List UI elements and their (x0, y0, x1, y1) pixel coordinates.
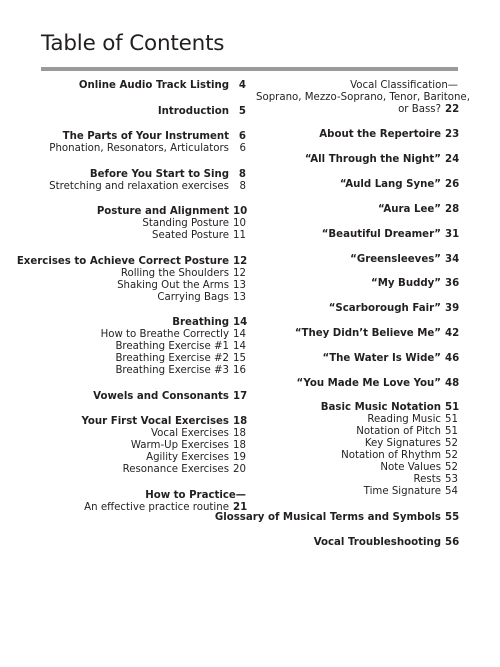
toc-subentry-rests[interactable] (256, 474, 458, 486)
toc-entry-vowels-and-consonants[interactable] (41, 391, 246, 403)
toc-page-number: 18 (233, 416, 248, 427)
toc-page-number: 34 (445, 253, 460, 265)
toc-page-number: 13 (233, 291, 246, 303)
toc-subentry-time-signature[interactable] (256, 486, 458, 498)
toc-subentry-title: Warm-Up Exercises (130, 440, 229, 451)
toc-page-number: 12 (233, 255, 248, 267)
toc-subentry-title: Phonation, Resonators, Articulators (49, 143, 229, 154)
title-rule (41, 67, 458, 71)
toc-subentry-resonance-exercises[interactable] (41, 464, 246, 476)
toc-entry-greensleeves[interactable] (256, 254, 458, 266)
toc-entry-title: “All Through the Night” (304, 154, 441, 166)
toc-entry-scarborough-fair[interactable] (256, 303, 458, 315)
toc-page-number: 36 (445, 278, 460, 290)
toc-page-number: 13 (233, 279, 246, 291)
toc-subentry-title: Time Signature (363, 486, 441, 498)
toc-page-number: 31 (445, 228, 460, 240)
toc-entry-subtitle: or Bass? (398, 104, 441, 115)
toc-entry-title: About the Repertoire (319, 129, 441, 141)
toc-entry-title: The Parts of Your Instrument (62, 131, 229, 142)
toc-entry-introduction[interactable] (41, 106, 246, 118)
toc-entry-before-you-start-to-sing[interactable] (41, 169, 246, 193)
toc-page-number: 12 (233, 267, 246, 279)
toc-page-number: 8 (238, 168, 246, 180)
toc-entry-title: “Greensleeves” (350, 253, 441, 265)
toc-subentry-title: Standing Posture (142, 218, 229, 229)
toc-page-number: 42 (445, 327, 460, 339)
toc-subentry-notation-of-rhythm[interactable] (256, 450, 458, 462)
toc-entry-title: “My Buddy” (371, 278, 441, 290)
toc-entry-title: “The Water Is Wide” (322, 352, 441, 364)
toc-page-number: 15 (233, 353, 246, 364)
toc-entry-title: Before You Start to Sing (89, 168, 229, 180)
toc-entry-how-to-practice[interactable] (41, 490, 246, 514)
toc-page-number: 22 (445, 104, 460, 115)
toc-page-number: 18 (233, 428, 246, 439)
toc-subentry-breathing-exercise-3[interactable] (41, 365, 246, 377)
toc-page-number: 23 (445, 129, 460, 141)
toc-subentry-seated-posture[interactable] (41, 230, 246, 242)
toc-subentry-title: Note Values (380, 462, 441, 474)
toc-entry-vocal-troubleshooting[interactable] (256, 537, 458, 549)
toc-entry-basic-music-notation[interactable] (256, 402, 458, 498)
toc-subentry-title: Rests (413, 474, 441, 486)
toc-subentry-title: Reading Music (367, 414, 441, 426)
toc-subentry-standing-posture[interactable] (41, 218, 246, 230)
toc-subentry-key-signatures[interactable] (256, 438, 458, 450)
toc-page-number: 11 (233, 230, 246, 241)
toc-subentry-how-to-breathe-correctly[interactable] (41, 329, 246, 341)
toc-entry-title: How to Practice— (145, 489, 246, 501)
toc-entry-your-first-vocal-exercises[interactable] (41, 416, 246, 476)
toc-entry-title: “Auld Lang Syne” (339, 179, 441, 191)
toc-entry-vocal-classification[interactable] (256, 80, 470, 116)
page-title: Table of Contents (41, 31, 225, 56)
toc-page-number: 18 (233, 440, 246, 451)
toc-page-number: 46 (445, 352, 460, 364)
toc-subentry-reading-music[interactable] (256, 414, 458, 426)
toc-subentry-title: Vocal Exercises (150, 428, 229, 439)
toc-subentry-warm-up-exercises[interactable] (41, 440, 246, 452)
toc-entry-beautiful-dreamer[interactable] (256, 229, 458, 241)
toc-page-number: 52 (445, 438, 458, 450)
toc-entry-exercises-to-achieve-correct-posture[interactable] (16, 255, 248, 304)
toc-entry-title: Glossary of Musical Terms and Symbols (214, 511, 441, 523)
toc-page-number: 10 (233, 218, 246, 229)
toc-entry-subtitle: Soprano, Mezzo-Soprano, Tenor, Baritone, (256, 92, 470, 103)
toc-subentry-title: Notation of Rhythm (341, 450, 441, 462)
toc-entry-aura-lee[interactable] (256, 204, 458, 216)
toc-page-number: 16 (233, 365, 246, 376)
toc-page-number: 28 (445, 203, 460, 215)
toc-entry-title: Online Audio Track Listing (78, 80, 229, 91)
toc-entry-they-didn-t-believe-me[interactable] (256, 328, 458, 340)
toc-subentry-note-values[interactable] (256, 462, 458, 474)
toc-subentry-breathing-exercise-2[interactable] (41, 353, 246, 365)
toc-page-number: 21 (233, 501, 248, 513)
toc-entry-auld-lang-syne[interactable] (256, 179, 458, 191)
toc-subentry-title: Breathing Exercise #1 (115, 341, 229, 352)
toc-subentry-stretching-and-relaxation-exercises[interactable] (41, 181, 246, 193)
toc-subentry-title: Rolling the Shoulders (120, 267, 229, 279)
toc-subentry-shaking-out-the-arms[interactable] (41, 280, 246, 292)
toc-entry-title: Breathing (172, 317, 229, 328)
toc-entry-title: Vocal Classification— (350, 80, 458, 91)
toc-entry-title: Exercises to Achieve Correct Posture (16, 255, 229, 267)
toc-page-number: 20 (233, 464, 246, 475)
toc-page-number: 26 (445, 179, 460, 191)
toc-page-number: 56 (445, 536, 460, 548)
toc-subentry-phonation-resonators-articulators[interactable] (41, 143, 246, 155)
toc-entry-my-buddy[interactable] (256, 278, 458, 290)
toc-page-number: 52 (445, 462, 458, 474)
toc-entry-all-through-the-night[interactable] (256, 154, 458, 166)
toc-entry-title: Posture and Alignment (96, 206, 229, 217)
toc-page-number: 55 (445, 511, 460, 523)
toc-entry-about-the-repertoire[interactable] (256, 129, 458, 141)
toc-entry-the-parts-of-your-instrument[interactable] (41, 131, 246, 155)
toc-page-number: 51 (445, 426, 458, 438)
toc-subentry-title: How to Breathe Correctly (100, 329, 229, 340)
toc-subentry-title: Shaking Out the Arms (117, 279, 229, 291)
toc-page-number: 5 (238, 105, 246, 117)
toc-left-column (16, 80, 248, 527)
toc-entry-title: Introduction (157, 105, 229, 117)
toc-entry-the-water-is-wide[interactable] (256, 353, 458, 365)
toc-page-number: 54 (445, 486, 458, 498)
toc-subentry-rolling-the-shoulders[interactable] (41, 268, 246, 280)
toc-entry-posture-and-alignment[interactable] (41, 206, 246, 242)
toc-subentry-title: Carrying Bags (157, 291, 229, 303)
toc-entry-title: Your First Vocal Exercises (81, 416, 229, 427)
toc-entry-title: “Scarborough Fair” (328, 303, 441, 315)
toc-subentry-title: Breathing Exercise #2 (115, 353, 229, 364)
toc-page-number: 6 (239, 143, 246, 154)
toc-page-number: 14 (233, 341, 246, 352)
toc-page-number: 10 (233, 206, 248, 217)
toc-entry-title: “They Didn’t Believe Me” (294, 327, 441, 339)
toc-page-number: 39 (445, 303, 460, 315)
toc-page-number: 24 (445, 154, 460, 166)
toc-page-number: 53 (445, 474, 458, 486)
toc-subentry-vocal-exercises[interactable] (41, 428, 246, 440)
toc-page-number: 19 (233, 452, 246, 463)
toc-entry-title: Basic Music Notation (320, 402, 441, 414)
toc-subentry-title: Notation of Pitch (356, 426, 441, 438)
toc-subentry-title: An effective practice routine (84, 501, 229, 513)
toc-subentry-title: Resonance Exercises (122, 464, 229, 475)
toc-entry-title: “Beautiful Dreamer” (321, 228, 441, 240)
toc-page-number: 14 (233, 317, 248, 328)
toc-subentry-breathing-exercise-1[interactable] (41, 341, 246, 353)
toc-entry-breathing[interactable] (41, 317, 246, 377)
toc-subentry-title: Seated Posture (152, 230, 229, 241)
toc-page-number: 52 (445, 450, 458, 462)
toc-page-number: 4 (238, 80, 246, 91)
toc-page-number: 17 (233, 390, 248, 402)
toc-page-number: 51 (445, 402, 460, 414)
toc-page-number: 14 (233, 329, 246, 340)
toc-subentry-title: Key Signatures (364, 438, 441, 450)
toc-entry-glossary-of-musical-terms-and-symbols[interactable] (214, 511, 460, 524)
toc-subentry-title: Breathing Exercise #3 (115, 365, 229, 376)
toc-subentry-title: Stretching and relaxation exercises (49, 180, 229, 192)
toc-entry-online-audio-track-listing[interactable] (41, 80, 246, 92)
toc-page-number: 6 (238, 131, 246, 142)
toc-entry-you-made-me-love-you[interactable] (256, 378, 458, 390)
toc-subentry-notation-of-pitch[interactable] (256, 426, 458, 438)
toc-subentry-carrying-bags[interactable] (41, 292, 246, 304)
toc-page-number: 8 (239, 180, 246, 192)
toc-page-number: 48 (445, 377, 460, 389)
toc-page-number: 51 (445, 414, 458, 426)
toc-subentry-agility-exercises[interactable] (41, 452, 246, 464)
toc-entry-title: “You Made Me Love You” (296, 377, 441, 389)
toc-subentry-title: Agility Exercises (146, 452, 229, 463)
toc-entry-title: “Aura Lee” (378, 203, 441, 215)
toc-entry-title: Vocal Troubleshooting (313, 536, 441, 548)
toc-entry-title: Vowels and Consonants (93, 390, 229, 402)
